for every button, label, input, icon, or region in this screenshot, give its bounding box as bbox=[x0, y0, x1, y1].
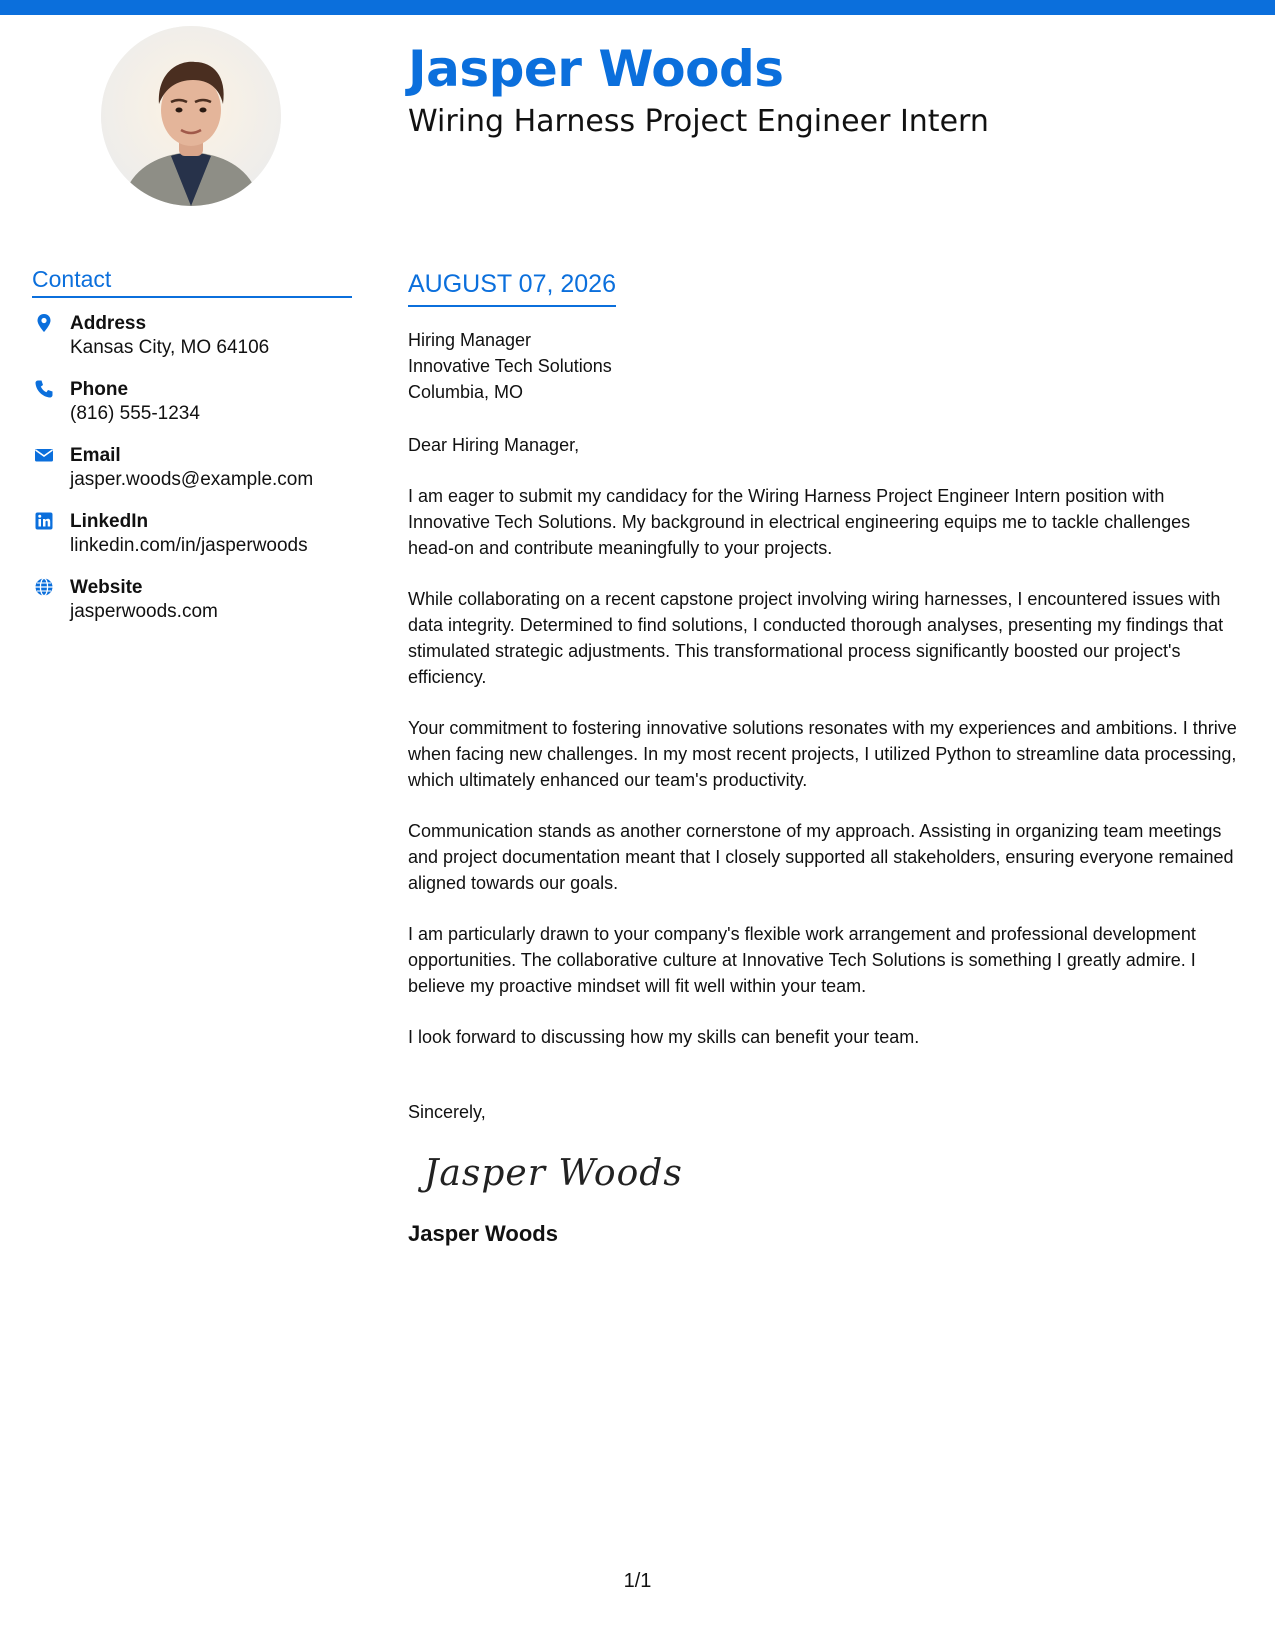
page-number: 1/1 bbox=[623, 1570, 652, 1592]
contact-item-email bbox=[32, 444, 352, 492]
avatar bbox=[101, 26, 281, 206]
paragraph-6: I look forward to discussing how my skills can benefit your team. bbox=[408, 1027, 920, 1047]
phone-icon bbox=[34, 379, 54, 399]
contact-heading: Contact bbox=[32, 266, 352, 298]
letter-date: AUGUST 07, 2026 bbox=[408, 270, 616, 307]
contact-item-phone bbox=[32, 378, 352, 426]
email-label: Email bbox=[70, 445, 121, 466]
linkedin-icon bbox=[34, 511, 54, 531]
salutation: Dear Hiring Manager, bbox=[408, 435, 580, 455]
contact-sidebar bbox=[32, 266, 352, 642]
contact-item-address bbox=[32, 312, 352, 360]
profile-photo bbox=[101, 26, 281, 206]
email-value[interactable]: jasper.woods@example.com bbox=[70, 469, 314, 490]
address-label: Address bbox=[70, 313, 147, 334]
contact-item-linkedin bbox=[32, 510, 352, 558]
contact-item-website bbox=[32, 576, 352, 624]
handwritten-signature: Jasper Woods bbox=[424, 1153, 683, 1194]
applicant-name: Jasper Woods bbox=[408, 40, 784, 98]
phone-label: Phone bbox=[70, 379, 129, 400]
recipient-block bbox=[408, 327, 1238, 405]
letter-body bbox=[408, 270, 1238, 1247]
paragraph-3: Your commitment to fostering innovative solutions resonates with my experiences and ambitions. I thrive when facing new challenges. In my most recent projects, I utilized Python to streamline data processing, which ultimately enhanced our team's productivity. bbox=[408, 718, 1237, 790]
job-title: Wiring Harness Project Engineer Intern bbox=[408, 104, 989, 139]
paragraph-4: Communication stands as another cornerstone of my approach. Assisting in organizing team meetings and project documentation meant that I closely supported all stakeholders, ensuring everyone remained aligned towards our goals. bbox=[408, 821, 1234, 893]
paragraph-2: While collaborating on a recent capstone project involving wiring harnesses, I encountered issues with data integrity. Determined to find solutions, I conducted thorough analyses, presenting my findings that stimulated strategic adjustments. This transformational process significantly boosted our project's efficiency. bbox=[408, 589, 1224, 687]
map-pin-icon bbox=[34, 313, 54, 333]
signer-name: Jasper Woods bbox=[408, 1221, 558, 1246]
paragraph-1: I am eager to submit my candidacy for the Wiring Harness Project Engineer Intern position with Innovative Tech Solutions. My background in electrical engineering equips me to tackle challenges head-on and contribute meaningfully to your projects. bbox=[408, 486, 1191, 558]
recipient-location: Columbia, MO bbox=[408, 382, 524, 402]
address-value: Kansas City, MO 64106 bbox=[70, 337, 270, 358]
recipient-company: Innovative Tech Solutions bbox=[408, 356, 612, 376]
globe-icon bbox=[34, 577, 54, 597]
envelope-icon bbox=[34, 445, 54, 465]
phone-value[interactable]: (816) 555-1234 bbox=[70, 403, 200, 424]
top-accent-bar bbox=[0, 0, 1275, 15]
linkedin-label: LinkedIn bbox=[70, 511, 149, 532]
linkedin-value[interactable]: linkedin.com/in/jasperwoods bbox=[70, 535, 308, 556]
closing: Sincerely, bbox=[408, 1102, 486, 1122]
recipient-name: Hiring Manager bbox=[408, 330, 532, 350]
website-value[interactable]: jasperwoods.com bbox=[70, 601, 218, 622]
website-label: Website bbox=[70, 577, 143, 598]
paragraph-5: I am particularly drawn to your company's flexible work arrangement and professional development opportunities. The collaborative culture at Innovative Tech Solutions is something I greatly admire. I believe my proactive mindset will fit well within your team. bbox=[408, 924, 1196, 996]
